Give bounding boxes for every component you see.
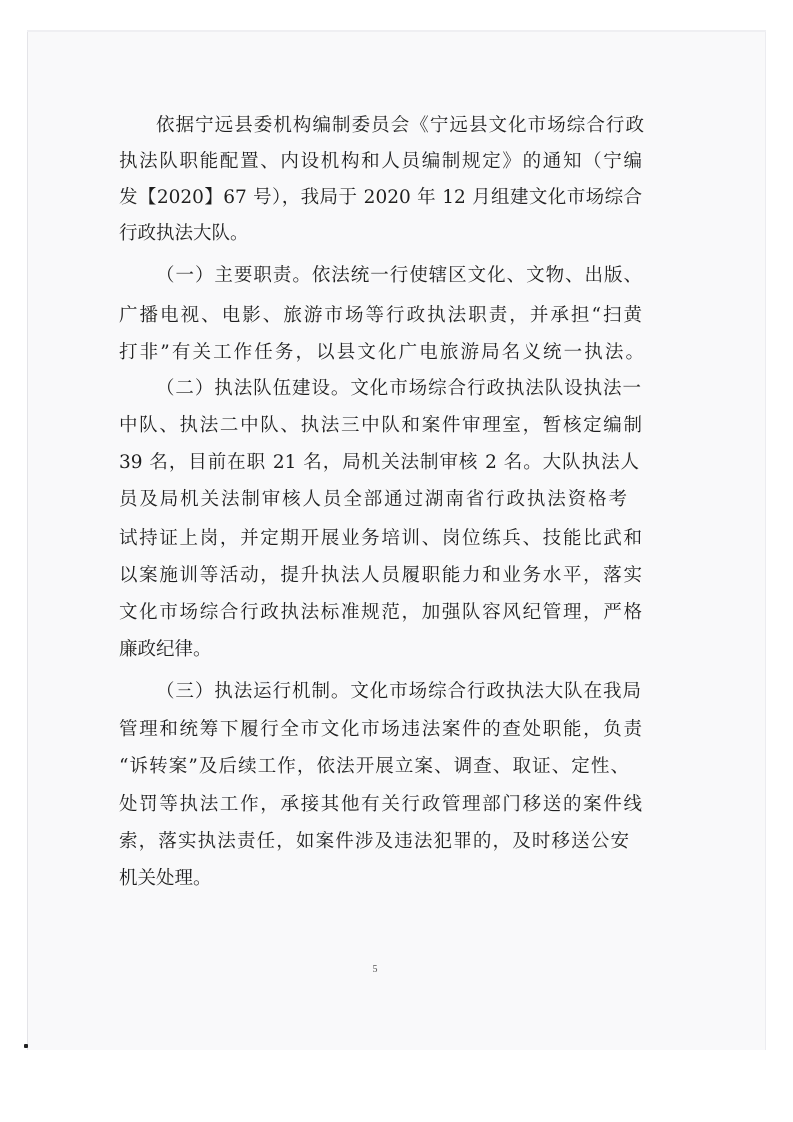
- text-line: 打非”有关工作任务，以县文化广电旅游局名义统一执法。: [119, 342, 644, 363]
- text-line: 以案施训等活动，提升执法人员履职能力和业务水平，落实: [119, 565, 642, 586]
- scan-artifact: [24, 1044, 28, 1048]
- text-line: 依据宁远县委机构编制委员会《宁远县文化市场综合行政: [156, 115, 644, 136]
- text-line: 廉政纪律。: [119, 639, 212, 660]
- text-line: 广播电视、电影、旅游市场等行政执法职责，并承担“扫黄: [119, 305, 642, 326]
- text-line: 管理和统筹下履行全市文化市场违法案件的查处职能，负责: [119, 719, 642, 740]
- text-line: 员及局机关法制审核人员全部通过湖南省行政执法资格考: [119, 489, 627, 510]
- text-line: （三）执法运行机制。文化市场综合行政执法大队在我局: [156, 681, 641, 702]
- text-line: 行政执法大队。: [119, 223, 249, 244]
- text-line: 处罚等执法工作，承接其他有关行政管理部门移送的案件线: [119, 794, 642, 815]
- text-line: 机关处理。: [119, 868, 212, 889]
- scan-edge: [27, 30, 766, 32]
- text-line: （二）执法队伍建设。文化市场综合行政执法队设执法一: [156, 378, 641, 399]
- text-line: 试持证上岗，并定期开展业务培训、岗位练兵、技能比武和: [119, 528, 642, 549]
- text-line: （一）主要职责。依法统一行使辖区文化、文物、出版、: [156, 265, 642, 286]
- text-line: 中队、执法二中队、执法三中队和案件审理室，暂核定编制: [119, 415, 642, 436]
- text-line: 文化市场综合行政执法标准规范，加强队容风纪管理，严格: [119, 602, 642, 623]
- text-line: 发【2020】67 号），我局于 2020 年 12 月组建文化市场综合: [119, 187, 642, 208]
- text-line: 索，落实执法责任，如案件涉及违法犯罪的，及时移送公安: [119, 831, 629, 852]
- page-number: 5: [372, 964, 378, 975]
- text-line: “诉转案”及后续工作，依法开展立案、调查、取证、定性、: [119, 756, 629, 777]
- text-line: 执法队职能配置、内设机构和人员编制规定》的通知（宁编: [119, 151, 642, 172]
- text-line: 39 名，目前在职 21 名，局机关法制审核 2 名。大队执法人: [119, 452, 639, 473]
